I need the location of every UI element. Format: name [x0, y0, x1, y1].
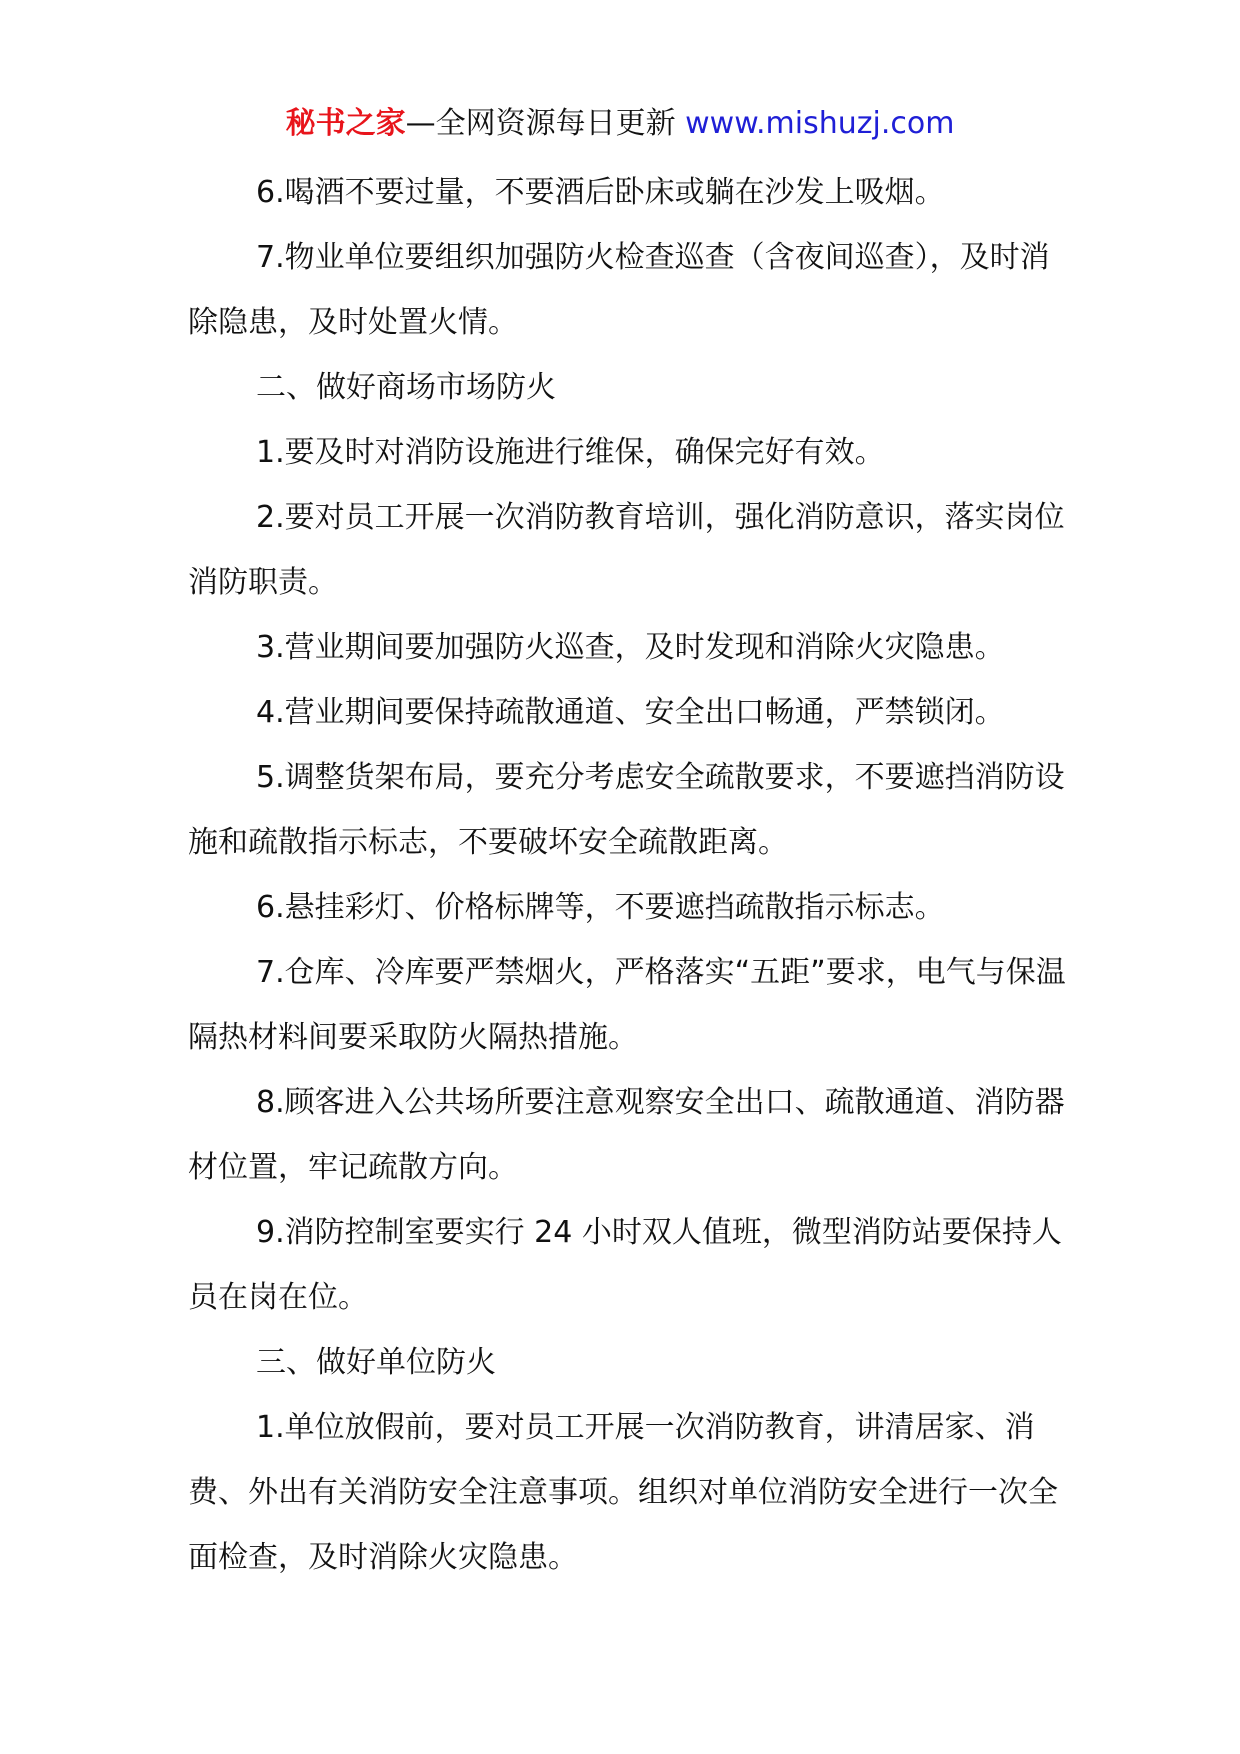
- site-url-link[interactable]: www.mishuzj.com: [685, 106, 955, 141]
- paragraph-mall-6: 6.悬挂彩灯、价格标牌等，不要遮挡疏散指示标志。: [256, 890, 945, 925]
- paragraph-mall-4: 4.营业期间要保持疏散通道、安全出口畅通，严禁锁闭。: [256, 695, 1005, 730]
- section-heading-unit: 三、做好单位防火: [256, 1345, 496, 1380]
- paragraph-mall-5: 5.调整货架布局，要充分考虑安全疏散要求，不要遮挡消防设施和疏散指示标志，不要破坏安全疏散距离。: [188, 760, 1065, 860]
- paragraph-mall-9: 9.消防控制室要实行 24 小时双人值班，微型消防站要保持人员在岗在位。: [188, 1215, 1062, 1315]
- section-heading-mall: 二、做好商场市场防火: [256, 370, 556, 405]
- paragraph-mall-7: 7.仓库、冷库要严禁烟火，严格落实“五距”要求，电气与保温隔热材料间要采取防火隔热措施。: [188, 955, 1066, 1055]
- header-tagline: —全网资源每日更新: [405, 106, 686, 141]
- paragraph-mall-8: 8.顾客进入公共场所要注意观察安全出口、疏散通道、消防器材位置，牢记疏散方向。: [188, 1085, 1065, 1185]
- paragraph-unit-1: 1.单位放假前，要对员工开展一次消防教育，讲清居家、消费、外出有关消防安全注意事项。组织对单位消防安全进行一次全面检查，及时消除火灾隐患。: [188, 1410, 1058, 1575]
- paragraph-mall-2: 2.要对员工开展一次消防教育培训，强化消防意识，落实岗位消防职责。: [188, 500, 1065, 600]
- paragraph-mall-3: 3.营业期间要加强防火巡查，及时发现和消除火灾隐患。: [256, 630, 1005, 665]
- brand-name: 秘书之家: [285, 106, 406, 141]
- paragraph-mall-1: 1.要及时对消防设施进行维保，确保完好有效。: [256, 435, 885, 470]
- document-body: [188, 160, 1073, 1590]
- paragraph-drinking: 6.喝酒不要过量，不要酒后卧床或躺在沙发上吸烟。: [256, 175, 945, 210]
- paragraph-property-inspection: 7.物业单位要组织加强防火检查巡查（含夜间巡查），及时消除隐患，及时处置火情。: [188, 240, 1050, 340]
- site-header: [0, 100, 1240, 148]
